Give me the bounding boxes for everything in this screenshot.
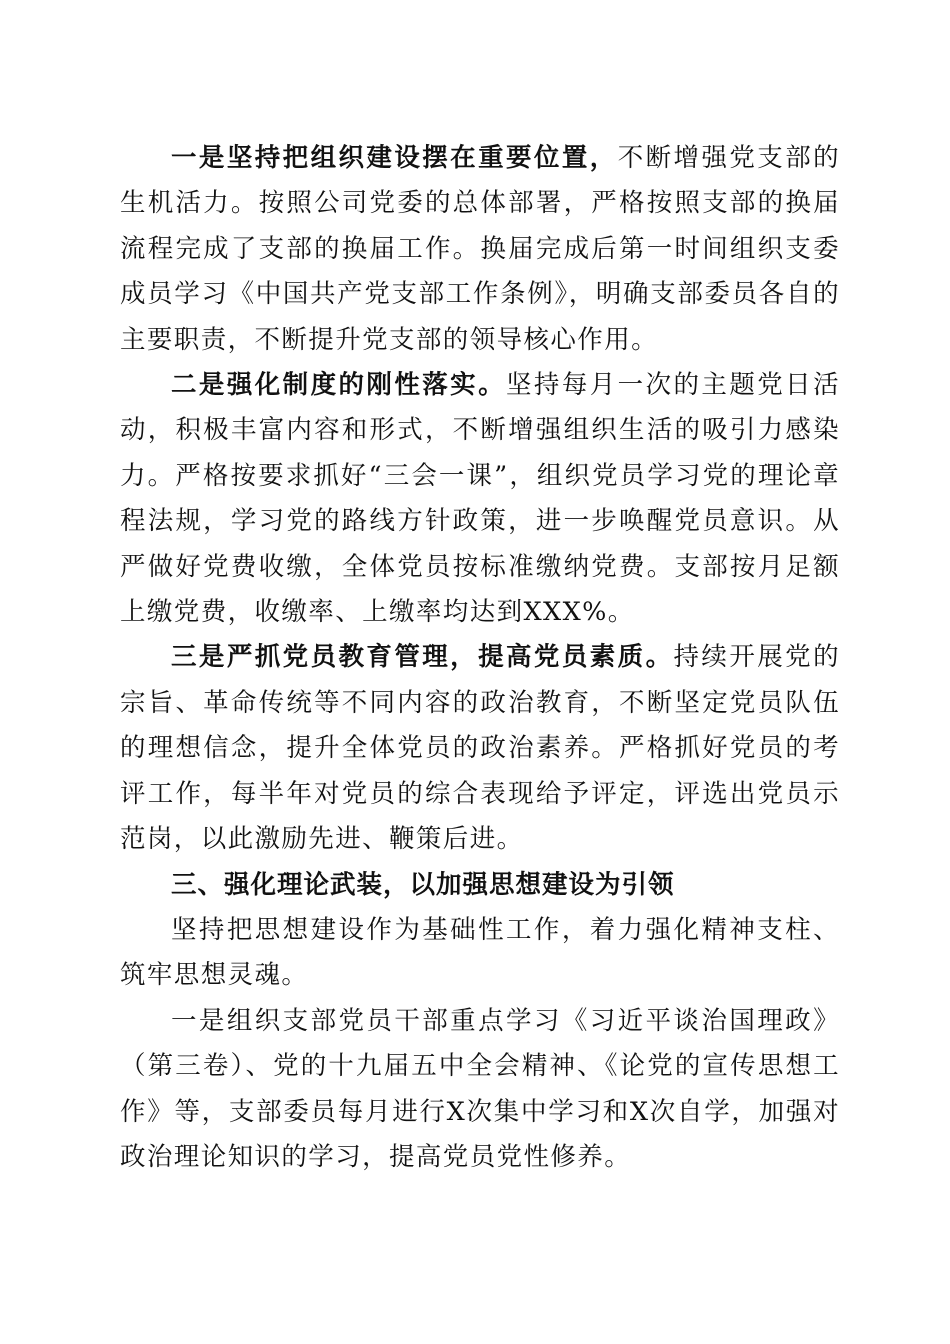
paragraph-lead: 一是坚持把组织建设摆在重要位置， — [171, 143, 618, 173]
paragraph-text: 持续开展党的宗旨、革命传统等不同内容的政治教育，不断坚定党员队伍的理想信念，提升全体党员的政治素养。严格抓好党员的考评工作，每半年对党员的综合表现给予评定，评选出党员示范岗，以此激励先进、鞭策后进。 — [120, 642, 841, 855]
section-intro: 坚持把思想建设作为基础性工作，着力强化精神支柱、筑牢思想灵魂。 — [120, 914, 840, 991]
paragraph-text: 坚持每月一次的主题党日活动，积极丰富内容和形式，不断增强组织生活的吸引力感染力。严格按要求抓好“三会一课”，组织党员学习党的理论章程法规，学习党的路线方针政策，进一步唤醒党员意识。从严做好党费收缴，全体党员按标准缴纳党费。支部按月足额上缴党费，收缴率、上缴率均达到XXX%。 — [120, 370, 840, 628]
paragraph-lead: 二是强化制度的刚性落实。 — [171, 370, 506, 401]
paragraph-member-education — [120, 635, 840, 862]
section-heading: 三、强化理论武装，以加强思想建设为引领 — [171, 869, 675, 900]
paragraph-text: 不断增强党支部的生机活力。按照公司党委的总体部署，严格按照支部的换届流程完成了支部的换届工作。换届完成后第一时间组织支委成员学习《中国共产党支部工作条例》，明确支部委员各自的主要职责，不断提升党支部的领导核心作用。 — [120, 143, 841, 355]
paragraph-system-implementation — [120, 363, 840, 635]
document-body — [120, 136, 840, 1180]
paragraph-text: 《习近平谈治国理政》（第三卷）、党的十九届五中全会精神、《论党的宣传思想工作》等，支部委员每月进行X次集中学习和X次自学，加强对政治理论知识的学习，提高党员党性修养。 — [120, 1005, 840, 1172]
paragraph-organization-building — [120, 136, 840, 363]
paragraph-lead: 三是严抓党员教育管理，提高党员素质。 — [171, 642, 674, 673]
paragraph-lead: 一是组织支部党员干部重点学习 — [171, 1005, 562, 1036]
paragraph-theory-study — [120, 999, 840, 1181]
